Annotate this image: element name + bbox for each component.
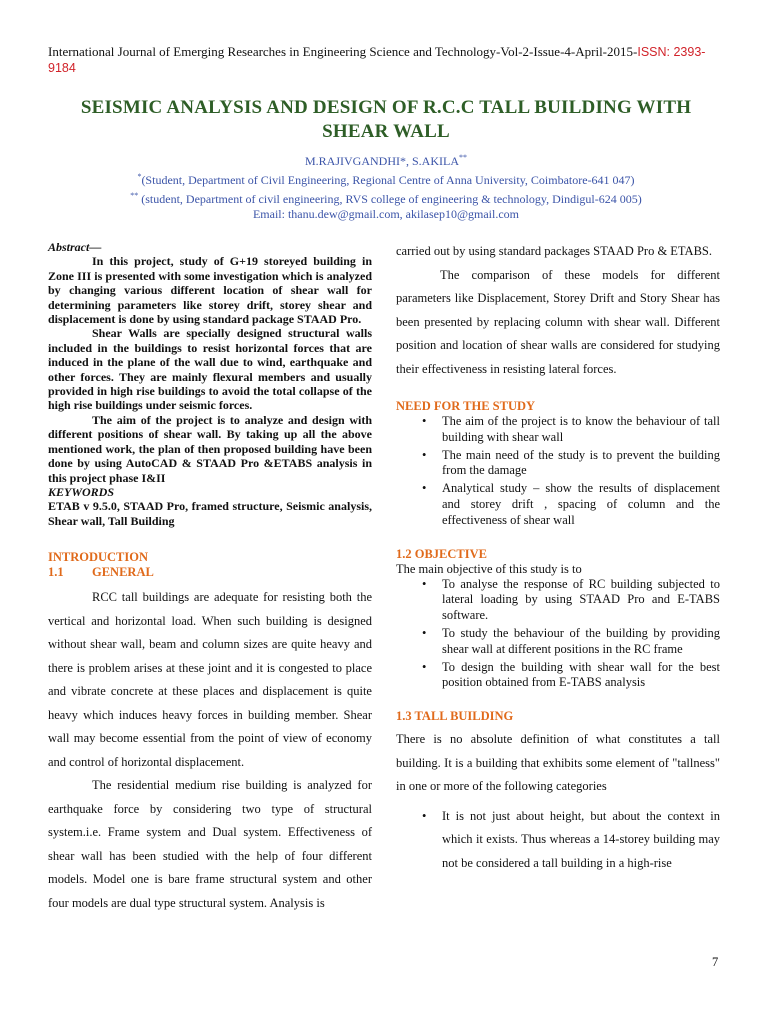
keywords: ETAB v 9.5.0, STAAD Pro, framed structure, Seismic analysis, Shear wall, Tall Building xyxy=(48,499,372,528)
intro-continued xyxy=(396,240,720,381)
need-heading: NEED FOR THE STUDY xyxy=(396,399,536,413)
list-item: • To study the behaviour of the building by providing shear wall at different positions in the RC frame xyxy=(396,626,720,658)
list-item: • The aim of the project is to know the behaviour of tall building with shear wall xyxy=(396,414,720,446)
intro-cont: carried out by using standard packages STAAD Pro & ETABS. xyxy=(396,244,712,258)
list-item: • Analytical study – show the results of displacement and storey drift , spacing of column and the effectiveness of shear wall xyxy=(396,481,720,528)
right-column xyxy=(396,240,720,877)
affiliation-2: ** (student, Department of civil engineering, RVS college of engineering & technology, Dindigul-624 005) xyxy=(130,191,642,206)
objective-intro: The main objective of this study is to xyxy=(396,561,582,576)
list-item: • The main need of the study is to prevent the building from the damage xyxy=(396,448,720,480)
list-item: • It is not just about height, but about the context in which it exists. Thus whereas a 14-storey building may not be considered a tall building in a high-rise xyxy=(396,805,720,876)
abstract xyxy=(48,240,372,528)
introduction-heading: INTRODUCTION xyxy=(48,550,149,565)
author-block xyxy=(48,150,724,222)
left-column xyxy=(48,240,372,915)
journal-header xyxy=(48,44,724,76)
abstract-p2: Shear Walls are specially designed structural walls included in the buildings to resist horizontal forces that are induced in the plane of the wall due to wind, earthquake and other forces. They are mainly flexural members and usually provided in high rise buildings to avoid the total collapse of the high rise buildings under seismic forces. xyxy=(48,326,372,413)
tall-building-heading: 1.3 TALL BUILDING xyxy=(396,709,514,724)
need-list xyxy=(396,414,720,529)
page-number: 7 xyxy=(712,955,719,969)
abstract-p1: In this project, study of G+19 storeyed building in Zone III is presented with some investigation which is analyzed by changing various different location of shear wall for determining parameters like storey drift, storey shear and displacement is done by using standard package STAAD Pro. xyxy=(48,254,372,327)
keywords-label: KEYWORDS xyxy=(48,484,115,499)
objective-list xyxy=(396,577,720,692)
issn: ISSN: 2393-9184 xyxy=(48,45,706,75)
intro-p1: RCC tall buildings are adequate for resisting both the vertical and horizontal load. When such building is designed without shear wall, beam and column sizes are quite heavy and there is problem arises at these joint and it is congested to place and vibrate concrete at these places and displacement is quite heavy which induces heavy forces in building member. Shear wall may become essential from the point of view of economy and control of horizontal displacement. xyxy=(48,590,372,769)
tall-building-body xyxy=(396,728,720,799)
intro-p3: The comparison of these models for different parameters like Displacement, Storey Drift and Story Shear has been presented by replacing column with shear wall. Different position and location of shear walls are considered for studying their effectiveness in resisting lateral forces. xyxy=(396,267,720,376)
tall-building-p: There is no absolute definition of what constitutes a tall building. It is a building that exhibits some element of "tallness" in one or more of the following categories xyxy=(396,732,720,794)
introduction-body xyxy=(48,586,372,915)
list-item: • To analyse the response of RC building subjected to lateral loading by using STAAD Pro and E-TABS software. xyxy=(396,577,720,624)
paper-title: SEISMIC ANALYSIS AND DESIGN OF R.C.C TALL BUILDING WITH SHEAR WALL xyxy=(80,97,692,142)
general-subheading: 1.1 GENERAL xyxy=(48,565,154,580)
affiliation-1: *(Student, Department of Civil Engineering, Regional Centre of Anna University, Coimbatore-641 047) xyxy=(137,172,635,187)
tall-building-list xyxy=(396,805,720,876)
abstract-p3: The aim of the project is to analyze and design with different positions of shear wall. By taking up all the above mentioned work, the plan of then proposed building have been done by using AutoCAD & STAAD Pro &ETABS analysis in this project phase I&II xyxy=(48,412,372,485)
objective-heading: 1.2 OBJECTIVE xyxy=(396,546,487,561)
journal-name: International Journal of Emerging Researches in Engineering Science and Technology-Vol-2-Issue-4-April-2015- xyxy=(48,44,638,59)
intro-p2: The residential medium rise building is analyzed for earthquake force by considering two type of structural system.i.e. Frame system and Dual system. Effectiveness of shear wall has been studied with the help of four different models. Model one is bare frame structural system and other four models are dual type structural system. Analysis is xyxy=(48,778,372,910)
author-email: Email: thanu.dew@gmail.com, akilasep10@gmail.com xyxy=(252,207,520,221)
abstract-label: Abstract— xyxy=(48,240,102,254)
list-item: • To design the building with shear wall for the best position obtained from E-TABS analysis xyxy=(396,660,720,692)
author-names: M.RAJIVGANDHI*, S.AKILA** xyxy=(305,153,467,168)
